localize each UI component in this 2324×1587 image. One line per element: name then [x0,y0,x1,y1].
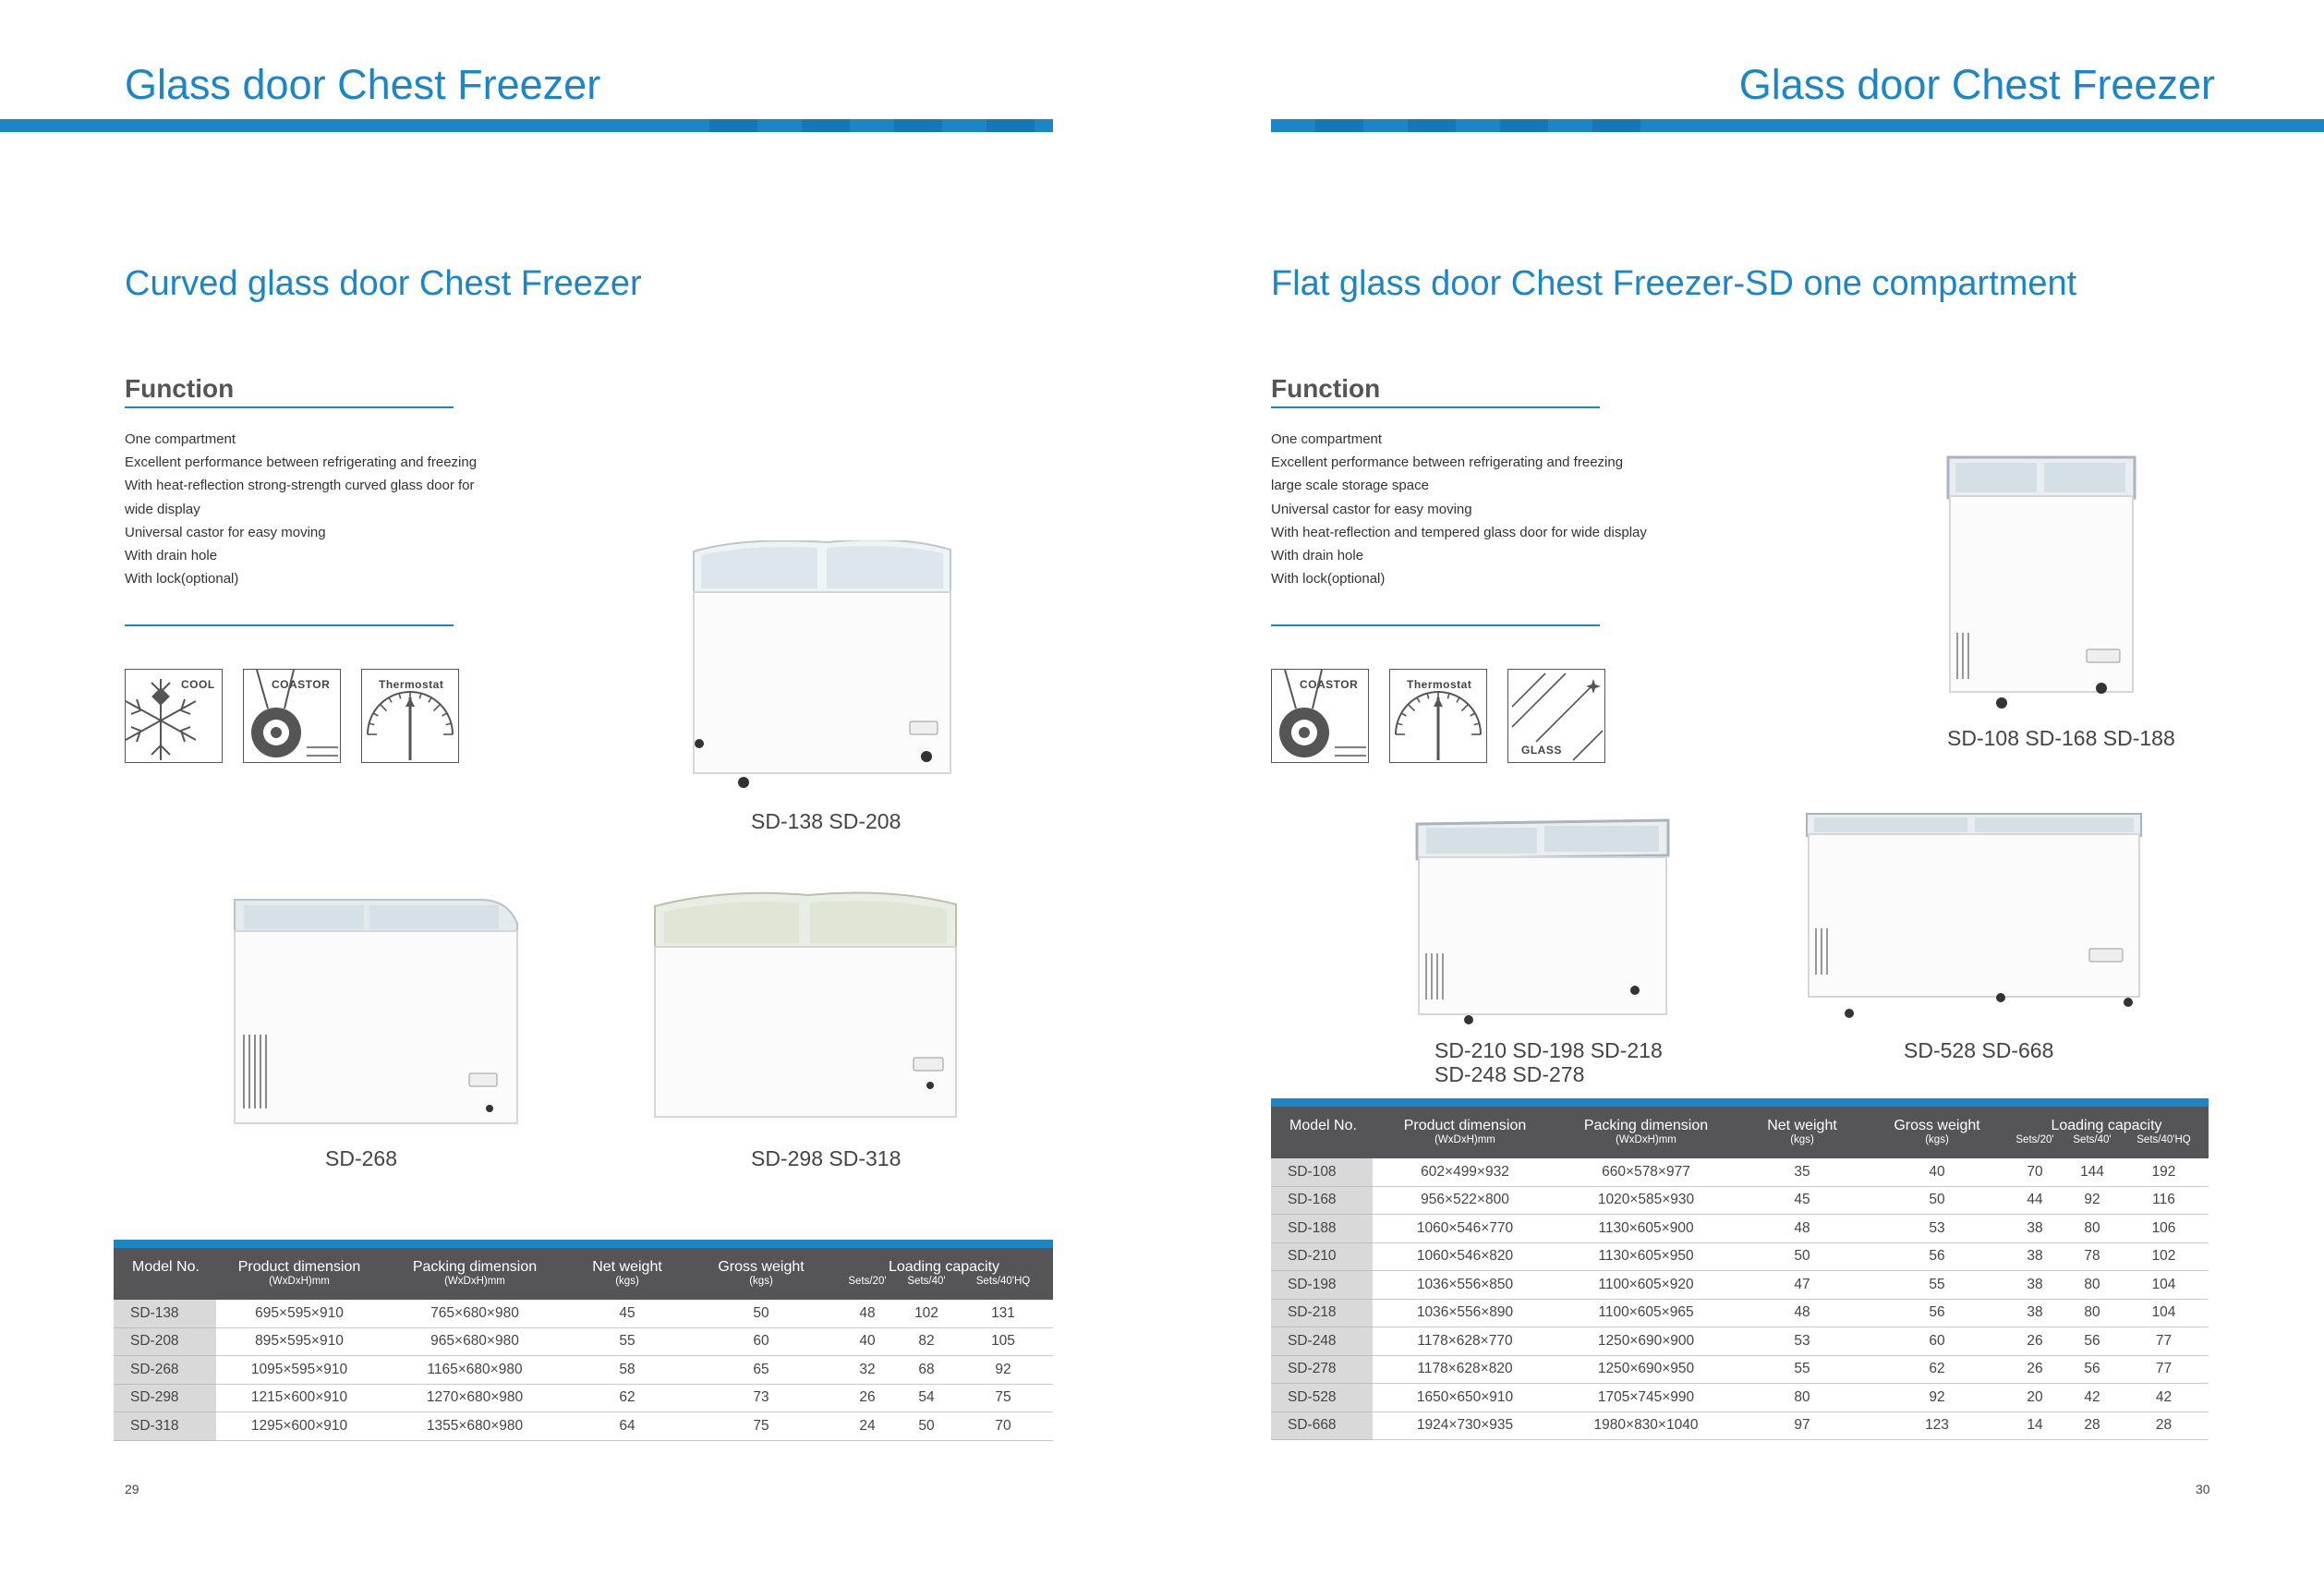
model-cell: SD-218 [1271,1299,1373,1327]
model-cell: SD-210 [1271,1242,1373,1271]
table-cell: 80 [2065,1299,2119,1327]
col-unit-gross: (kgs) [687,1276,835,1300]
table-cell: 1060×546×770 [1373,1215,1557,1243]
freezer-image-sd-298 [651,891,961,1128]
table-cell: 48 [1735,1215,1870,1243]
table-cell: 68 [900,1356,953,1385]
model-label-mid-left-1: SD-210 SD-198 SD-218 [1434,1038,1663,1062]
table-cell: 1250×690×950 [1557,1355,1735,1384]
table-cell: 48 [835,1300,900,1327]
table-cell: 26 [2004,1327,2065,1356]
table-row [1271,1411,2209,1440]
table-cell: 1060×546×820 [1373,1242,1557,1271]
model-label-bottom-right: SD-298 SD-318 [751,1146,902,1170]
col-header-net: Net weight [567,1248,687,1276]
model-cell: SD-138 [114,1300,216,1327]
table-row [1271,1384,2209,1412]
freezer-image-sd-528 [1803,808,2145,1021]
icon-label: GLASS [1521,744,1562,757]
table-cell: 55 [567,1327,687,1356]
spec-table [1271,1098,2209,1440]
model-cell: SD-108 [1271,1158,1373,1186]
table-top-bar [1271,1098,2209,1107]
table-cell: 1165×680×980 [382,1356,567,1385]
table-cell: 56 [2065,1355,2119,1384]
table-cell: 695×595×910 [216,1300,382,1327]
table-cell: 1980×830×1040 [1557,1411,1735,1440]
table-cell: 62 [567,1384,687,1412]
col-unit-packing: (WxDxH)mm [382,1276,567,1300]
icon-label: COOL [181,678,215,691]
function-divider-bottom [1271,624,1600,626]
table-cell: 35 [1735,1158,1870,1186]
table-row [1271,1186,2209,1215]
feature-item: wide display [125,501,200,517]
feature-item: Universal castor for easy moving [125,524,326,540]
col-header-model: Model No. [114,1248,216,1276]
table-cell: 1270×680×980 [382,1384,567,1412]
col-header-loading: Loading capacity [835,1248,1053,1276]
model-cell: SD-168 [1271,1186,1373,1215]
col-unit-packing: (WxDxH)mm [1557,1134,1735,1158]
feature-item: With lock(optional) [1271,571,1386,588]
icon-label: COASTOR [272,678,331,691]
table-cell: 105 [953,1327,1053,1356]
page-header-title: Glass door Chest Freezer [125,61,601,108]
table-row [1271,1327,2209,1356]
col-header-product: Product dimension [216,1248,382,1276]
model-cell: SD-668 [1271,1411,1373,1440]
castor-icon [243,669,341,763]
table-cell: 40 [1870,1158,2004,1186]
table-cell: 895×595×910 [216,1327,382,1356]
table-cell: 75 [953,1384,1053,1412]
table-cell: 1036×556×850 [1373,1271,1557,1300]
table-cell: 40 [835,1327,900,1356]
model-cell: SD-528 [1271,1384,1373,1412]
table-cell: 58 [567,1356,687,1385]
table-cell: 1215×600×910 [216,1384,382,1412]
feature-list [1271,428,1647,590]
table-cell: 1130×605×900 [1557,1215,1735,1243]
col-header-gross: Gross weight [687,1248,835,1276]
table-body [114,1300,1053,1440]
snowflake-icon [125,669,223,763]
table-cell: 60 [1870,1327,2004,1356]
table-row [114,1384,1053,1412]
table-cell: 956×522×800 [1373,1186,1557,1215]
table-cell: 24 [835,1412,900,1441]
model-cell: SD-188 [1271,1215,1373,1243]
table-cell: 77 [2119,1355,2209,1384]
table-cell: 97 [1735,1411,1870,1440]
table-cell: 38 [2004,1299,2065,1327]
table-cell: 1100×605×965 [1557,1299,1735,1327]
table-cell: 1355×680×980 [382,1412,567,1441]
table-row [1271,1242,2209,1271]
table-row [1271,1299,2209,1327]
model-cell: SD-198 [1271,1271,1373,1300]
table-cell: 102 [900,1300,953,1327]
table-cell: 53 [1870,1215,2004,1243]
table-cell: 102 [2119,1242,2209,1271]
table-cell: 73 [687,1384,835,1412]
table-cell: 78 [2065,1242,2119,1271]
table-cell: 123 [1870,1411,2004,1440]
table-cell: 50 [900,1412,953,1441]
table-cell: 45 [1735,1186,1870,1215]
table-cell: 26 [2004,1355,2065,1384]
col-sub-40hq: Sets/40'HQ [953,1276,1053,1300]
col-unit-product: (WxDxH)mm [1373,1134,1557,1158]
col-sub-40hq: Sets/40'HQ [2119,1134,2209,1158]
col-header-packing: Packing dimension [382,1248,567,1276]
freezer-image-sd-108 [1944,448,2138,711]
table-cell: 77 [2119,1327,2209,1356]
col-sub-20: Sets/20' [2004,1134,2065,1158]
table-row [114,1412,1053,1441]
model-cell: SD-248 [1271,1327,1373,1356]
col-sub-20: Sets/20' [835,1276,900,1300]
table-cell: 602×499×932 [1373,1158,1557,1186]
col-header-gross: Gross weight [1870,1107,2004,1134]
page-header-title: Glass door Chest Freezer [1738,61,2215,108]
spec-table [114,1240,1053,1441]
table-cell: 1130×605×950 [1557,1242,1735,1271]
table-cell: 70 [2004,1158,2065,1186]
feature-item: large scale storage space [1271,478,1429,494]
table-cell: 48 [1735,1299,1870,1327]
feature-item: With drain hole [1271,548,1364,564]
table-cell: 965×680×980 [382,1327,567,1356]
feature-item: With heat-reflection strong-strength curved glass door for [125,478,475,494]
table-cell: 192 [2119,1158,2209,1186]
freezer-image-sd-138 [688,540,956,790]
table-cell: 1705×745×990 [1557,1384,1735,1412]
col-unit-net: (kgs) [1735,1134,1870,1158]
table-cell: 50 [687,1300,835,1327]
section-title: Flat glass door Chest Freezer-SD one compartment [1271,264,2077,303]
table-cell: 56 [2065,1327,2119,1356]
table-body [1271,1158,2209,1440]
feature-item: With lock(optional) [125,571,239,588]
col-sub-40: Sets/40' [900,1276,953,1300]
table-cell: 65 [687,1356,835,1385]
table-cell: 14 [2004,1411,2065,1440]
col-header-packing: Packing dimension [1557,1107,1735,1134]
table-cell: 92 [2065,1186,2119,1215]
table-cell: 1178×628×770 [1373,1327,1557,1356]
table-cell: 144 [2065,1158,2119,1186]
thermostat-icon [1389,669,1487,763]
table-cell: 104 [2119,1271,2209,1300]
table-row [114,1327,1053,1356]
model-cell: SD-318 [114,1412,216,1441]
table-cell: 131 [953,1300,1053,1327]
table-cell: 64 [567,1412,687,1441]
table-cell: 1295×600×910 [216,1412,382,1441]
table-cell: 28 [2065,1411,2119,1440]
function-divider-top [1271,406,1600,408]
table-cell: 1178×628×820 [1373,1355,1557,1384]
table-cell: 82 [900,1327,953,1356]
icon-label: Thermostat [379,678,444,691]
table-cell: 20 [2004,1384,2065,1412]
model-label-top: SD-138 SD-208 [751,809,902,833]
section-title: Curved glass door Chest Freezer [125,264,642,303]
col-unit-net: (kgs) [567,1276,687,1300]
table-cell: 92 [1870,1384,2004,1412]
table-cell: 28 [2119,1411,2209,1440]
table-cell: 56 [1870,1299,2004,1327]
freezer-image-sd-210 [1413,815,1672,1027]
model-cell: SD-208 [114,1327,216,1356]
col-header-product: Product dimension [1373,1107,1557,1134]
col-header-loading: Loading capacity [2004,1107,2209,1134]
freezer-image-sd-268 [231,896,521,1136]
thermostat-icon [361,669,459,763]
page-number: 30 [2196,1482,2210,1496]
table-cell: 1036×556×890 [1373,1299,1557,1327]
model-cell: SD-278 [1271,1355,1373,1384]
function-title: Function [1271,374,1381,403]
table-cell: 32 [835,1356,900,1385]
table-cell: 56 [1870,1242,2004,1271]
table-row [114,1356,1053,1385]
table-row [1271,1158,2209,1186]
header-stripe [1271,119,1659,132]
table-cell: 75 [687,1412,835,1441]
table-cell: 42 [2119,1384,2209,1412]
table-cell: 26 [835,1384,900,1412]
table-cell: 54 [900,1384,953,1412]
model-cell: SD-298 [114,1384,216,1412]
table-cell: 55 [1735,1355,1870,1384]
table-cell: 1924×730×935 [1373,1411,1557,1440]
icon-label: Thermostat [1407,678,1472,691]
table-row [1271,1355,2209,1384]
feature-item: Universal castor for easy moving [1271,501,1472,517]
table-cell: 1020×585×930 [1557,1186,1735,1215]
col-header-net: Net weight [1735,1107,1870,1134]
feature-item: Excellent performance between refrigerating and freezing [125,454,478,471]
table-cell: 106 [2119,1215,2209,1243]
table-row [114,1300,1053,1327]
table-cell: 38 [2004,1242,2065,1271]
col-sub-40: Sets/40' [2065,1134,2119,1158]
col-unit-product: (WxDxH)mm [216,1276,382,1300]
header-stripe [665,119,1053,132]
table-cell: 44 [2004,1186,2065,1215]
feature-item: With drain hole [125,548,218,564]
table-top-bar [114,1240,1053,1248]
table-cell: 50 [1735,1242,1870,1271]
table-row [1271,1271,2209,1300]
table-cell: 1095×595×910 [216,1356,382,1385]
table-cell: 80 [2065,1215,2119,1243]
table-cell: 660×578×977 [1557,1158,1735,1186]
glass-icon [1507,669,1605,763]
table-cell: 70 [953,1412,1053,1441]
col-header-model: Model No. [1271,1107,1373,1134]
model-label-bottom-left: SD-268 [325,1146,397,1170]
col-unit-gross: (kgs) [1870,1134,2004,1158]
table-cell: 45 [567,1300,687,1327]
table-cell: 60 [687,1327,835,1356]
table-cell: 53 [1735,1327,1870,1356]
feature-item: With heat-reflection and tempered glass door for wide display [1271,524,1647,540]
model-label-mid-right: SD-528 SD-668 [1904,1038,2054,1062]
table-cell: 38 [2004,1271,2065,1300]
function-divider-bottom [125,624,454,626]
icon-label: COASTOR [1300,678,1359,691]
feature-list [125,428,477,590]
table-cell: 116 [2119,1186,2209,1215]
table-cell: 47 [1735,1271,1870,1300]
table-cell: 92 [953,1356,1053,1385]
table-cell: 765×680×980 [382,1300,567,1327]
table-cell: 1250×690×900 [1557,1327,1735,1356]
castor-icon [1271,669,1369,763]
page-number: 29 [125,1482,139,1496]
feature-item: One compartment [1271,431,1383,447]
table-cell: 104 [2119,1299,2209,1327]
feature-item: Excellent performance between refrigerating and freezing [1271,454,1624,471]
function-title: Function [125,374,235,403]
table-cell: 38 [2004,1215,2065,1243]
model-label-top: SD-108 SD-168 SD-188 [1947,726,2175,750]
table-cell: 55 [1870,1271,2004,1300]
model-cell: SD-268 [114,1356,216,1385]
table-cell: 50 [1870,1186,2004,1215]
table-cell: 80 [2065,1271,2119,1300]
table-cell: 42 [2065,1384,2119,1412]
function-divider-top [125,406,454,408]
model-label-mid-left-2: SD-248 SD-278 [1434,1062,1585,1086]
table-row [1271,1215,2209,1243]
table-cell: 80 [1735,1384,1870,1412]
table-cell: 62 [1870,1355,2004,1384]
feature-item: One compartment [125,431,236,447]
table-cell: 1100×605×920 [1557,1271,1735,1300]
table-cell: 1650×650×910 [1373,1384,1557,1412]
